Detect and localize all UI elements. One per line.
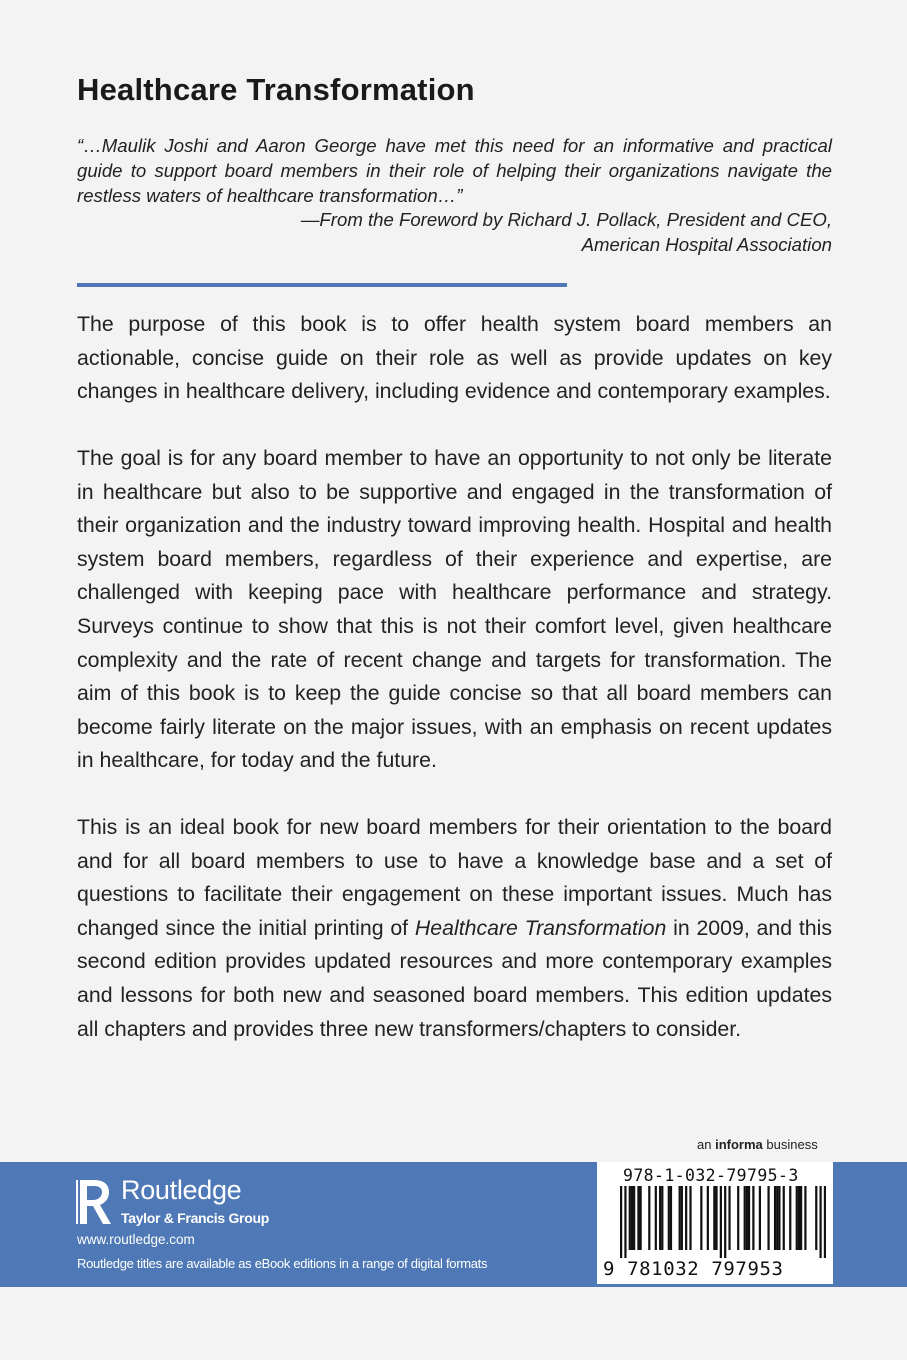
publisher-name: Routledge — [121, 1175, 242, 1205]
barcode-bar — [800, 1186, 802, 1250]
barcode-bar — [685, 1186, 687, 1250]
book-title-reference: Healthcare Transformation — [414, 915, 667, 940]
barcode-bar — [668, 1186, 670, 1250]
barcode-bar — [624, 1186, 626, 1258]
barcode-bar — [783, 1186, 785, 1250]
barcode-bar — [759, 1186, 761, 1250]
barcode-bar — [620, 1186, 622, 1258]
barcode-bar — [796, 1186, 798, 1250]
para3-text-end: in 2009, and this second edition provides updated resources and more contemporary examples and lessons for both new and seasoned board members. This edition updates all chapters and provides three new transformers/chapters to consider. — [77, 915, 832, 1041]
para3-text-start: This is an ideal book for new board members for their orientation to the board and for all board members to use to have a knowledge base and a set of questions to facilitate their engagement on these important issues. Much has changed since the initial printing of — [77, 815, 832, 940]
barcode-bar — [715, 1186, 717, 1250]
barcode-bar — [776, 1186, 778, 1250]
isbn-label: 978-1-032-79795-3 — [623, 1166, 799, 1185]
ebook-note: Routledge titles are available as eBook editions in a range of digital formats — [77, 1256, 488, 1271]
barcode-bar — [713, 1186, 715, 1250]
description-paragraph-1: The purpose of this book is to offer health system board members an actionable, concise guide on their role as well as provide updates on key changes in healthcare delivery, including evidence and contemporary examples. — [77, 312, 832, 404]
barcode-bar — [748, 1186, 750, 1250]
barcode-bar — [798, 1186, 800, 1250]
quote-attribution-affiliation: American Hospital Association — [581, 234, 832, 255]
barcode-bar — [789, 1186, 791, 1250]
informa-suffix: business — [766, 1137, 818, 1152]
book-title: Healthcare Transformation — [77, 72, 475, 107]
barcode-bar — [670, 1186, 672, 1250]
informa-prefix: an — [697, 1137, 712, 1152]
barcode-bar — [661, 1186, 663, 1250]
barcode-bar — [707, 1186, 709, 1250]
barcode-bar — [778, 1186, 780, 1250]
barcode-bar — [752, 1186, 754, 1250]
routledge-logo-icon — [76, 1176, 114, 1228]
publisher-group: Taylor & Francis Group — [121, 1210, 269, 1226]
description-paragraph-3 — [77, 811, 832, 1046]
barcode-bar — [681, 1186, 683, 1250]
barcode-bar — [689, 1186, 691, 1250]
ean-digits: 9 781032 797953 — [603, 1258, 784, 1280]
barcode-bar — [737, 1186, 739, 1250]
barcode-bar — [655, 1186, 657, 1250]
barcode-bar — [640, 1186, 642, 1250]
barcode-bar — [720, 1186, 722, 1258]
barcode-bar — [631, 1186, 633, 1250]
informa-name: informa — [715, 1137, 763, 1152]
divider-rule — [77, 283, 567, 287]
barcode-bar — [629, 1186, 631, 1250]
publisher-url[interactable]: www.routledge.com — [77, 1232, 195, 1247]
barcode-bar — [767, 1186, 769, 1250]
barcode-bar — [744, 1186, 746, 1250]
informa-business-tag — [697, 1137, 818, 1152]
barcode-bar — [648, 1186, 650, 1250]
barcode-icon — [620, 1186, 826, 1258]
barcode-bar — [724, 1186, 726, 1258]
barcode-bar — [637, 1186, 639, 1250]
barcode-bar — [824, 1186, 826, 1258]
barcode-bar — [774, 1186, 776, 1250]
foreword-quote: “…Maulik Joshi and Aaron George have met this need for an informative and practical guide to support board members in their role of helping their organizations navigate the restless waters of healthcare transformation…” — [77, 135, 832, 206]
barcode-bar — [679, 1186, 681, 1250]
description-paragraph-2: The goal is for any board member to have an opportunity to not only be literate in healthcare but also to be supportive and engaged in the transformation of their organization and the industry toward improving health. Hospital and health system board members, regardless of their experience and expertise, are challenged with keeping pace with healthcare performance and strategy. Surveys continue to show that this is not their comfort level, given healthcare complexity and the rate of recent change and targets for transformation. The aim of this book is to keep the guide concise so that all board members can become fairly literate on the major issues, with an emphasis on recent updates in healthcare, for today and the future. — [77, 446, 832, 773]
barcode-bar — [746, 1186, 748, 1250]
barcode-bar — [815, 1186, 817, 1250]
barcode-bar — [700, 1186, 702, 1250]
barcode-bar — [728, 1186, 730, 1250]
barcode-bar — [804, 1186, 806, 1250]
barcode-bar — [633, 1186, 635, 1250]
barcode-bar — [659, 1186, 661, 1250]
quote-attribution: —From the Foreword by Richard J. Pollack, President and CEO, — [300, 209, 832, 230]
barcode-bar — [819, 1186, 821, 1258]
